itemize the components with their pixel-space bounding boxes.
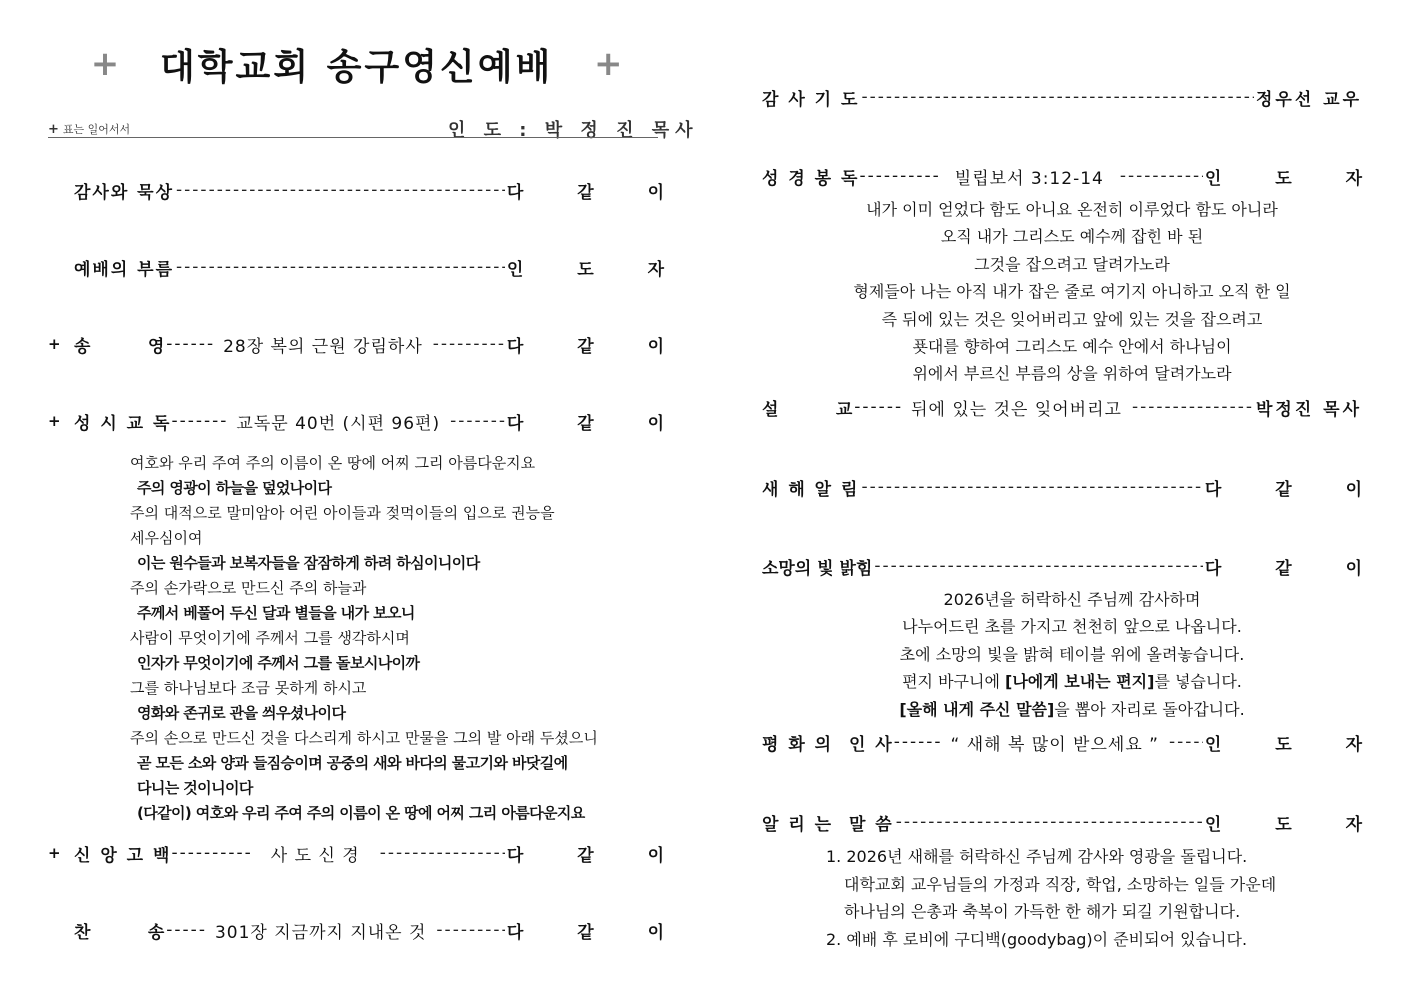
candle-instructions [772,586,1372,723]
order-item-peace [762,729,1386,755]
candle-line [772,696,1372,723]
reading-line: 여호와 우리 주여 주의 이름이 온 땅에 어찌 그리 아름다운지요 [130,454,536,472]
order-performer: 다 같 이 [506,845,688,866]
page-title: 대학교회 송구영신예배 [160,46,554,88]
order-label: 성 경 봉 독 [762,168,860,189]
order-item-candle-lighting [762,553,1386,579]
leader-dashes [861,87,1254,107]
order-label: 감사와 묵상 [74,182,175,203]
candle-highlight: [올해 내게 주신 말씀] [899,699,1055,719]
leader-dashes [450,411,505,431]
scripture-line: 오직 내가 그리스도 예수께 잡힌 바 된 [940,227,1204,247]
candle-line: 나누어드린 초를 가지고 천천히 앞으로 나옵니다. [902,617,1242,637]
order-item-scripture [762,163,1386,189]
candle-text: 를 넣습니다. [1154,672,1242,692]
leader-dashes: ----- [166,920,207,940]
reading-line: 주의 대적으로 말미암아 어린 아이들과 젖먹이들의 입으로 권능을 [130,504,555,522]
leader-dashes [380,843,505,863]
order-performer: 다 같 이 [506,336,688,357]
order-item-prayer [762,84,1362,110]
leader-dashes: ------ [854,397,904,417]
leader-dashes [176,257,505,277]
leader-dashes [433,334,505,354]
leader-dashes: ------ [893,732,943,752]
candle-line [772,668,1372,695]
order-performer: 다 같 이 [506,413,688,434]
cross-icon: + [48,844,61,862]
order-performer: 다 같 이 [506,182,688,203]
scripture-line: 위에서 부르신 부름의 상을 위하여 달려가노라 [912,364,1232,384]
notices-text [826,843,1276,953]
order-detail: 28장 복의 근원 강림하사 [223,336,423,357]
order-performer: 다 같 이 [506,922,688,943]
order-item-new-year-news [762,474,1386,500]
order-performer: 정우선 교우 [1255,89,1362,110]
order-performer: 인 도 자 [506,259,688,280]
scripture-text [772,196,1372,388]
order-label: 성 시 교 독 [74,413,172,434]
reading-line-response: 곧 모든 소와 양과 들짐승이며 공중의 새와 바다의 물고기와 바닷길에 [137,754,568,772]
order-item-doxology [48,331,688,357]
stand-note-text: 표는 일어서서 [62,123,131,136]
order-detail: 사 도 신 경 [270,845,360,866]
order-label: 소망의 빛 밝힘 [762,558,873,579]
notice-line: 2. 예배 후 로비에 구디백(goodybag)이 준비되어 있습니다. [826,929,1248,949]
order-label: 설 교 [762,399,855,420]
order-item-responsive-reading [48,408,688,434]
order-item-call [74,254,688,280]
cross-icon: + [48,412,61,430]
order-label: 신 앙 고 백 [74,845,172,866]
cross-icon: + [48,335,61,353]
order-performer: 인 도 자 [1204,168,1386,189]
leader-dashes [436,920,504,940]
leader-dashes [176,180,505,200]
candle-text: 을 뽑아 자리로 돌아갑니다. [1054,699,1245,719]
title-row [88,36,648,92]
leader-dashes: ------ [166,334,216,354]
leader-dashes: ---------- [171,843,253,863]
notice-line: 1. 2026년 새해를 허락하신 주님께 감사와 영광을 돌립니다. [826,847,1248,866]
reading-line-response: (다같이) 여호와 우리 주여 주의 이름이 온 땅에 어찌 그리 아름다운지요 [137,804,585,822]
order-performer: 인 도 자 [1204,814,1386,835]
reading-line-response: 주께서 베풀어 두신 달과 별들을 내가 보오니 [137,604,415,622]
reading-line: 주의 손으로 만드신 것을 다스리게 하시고 만물을 그의 발 아래 두셨으니 [130,729,598,747]
leader-dashes [861,477,1202,497]
reading-line: 사람이 무엇이기에 주께서 그를 생각하시며 [130,629,410,647]
order-detail: “ 새해 복 많이 받으세요 ” [950,734,1159,755]
order-item-meditation [74,177,688,203]
scripture-line: 내가 이미 얻었다 함도 아니요 온전히 이루었다 함도 아니라 [866,200,1278,219]
reading-line-response: 영화와 존귀로 관을 씌우셨나이다 [137,704,346,722]
reading-line: 세우심이여 [130,529,203,547]
candle-highlight: [나에게 보내는 편지] [1005,672,1155,692]
order-label: 알 리 는 말 씀 [762,814,894,835]
order-detail: 301장 지금까지 지내온 것 [214,922,427,943]
leader-dashes [1169,732,1203,752]
notice-line: 대학교회 교우님들의 가정과 직장, 학업, 소망하는 일들 가운데 [844,874,1277,894]
scripture-line: 형제들아 나는 아직 내가 잡은 줄로 여기지 아니하고 오직 한 일 [853,282,1291,302]
leader-dashes [1132,397,1254,417]
leader-dashes [874,556,1203,576]
order-detail: 뒤에 있는 것은 잊어버리고 [911,399,1122,420]
order-item-hymn [74,917,688,943]
order-performer: 인 도 자 [1204,734,1386,755]
candle-line: 초에 소망의 빛을 밝혀 테이블 위에 올려놓습니다. [899,644,1245,664]
order-label: 예배의 부름 [74,259,175,280]
order-label: 찬 송 [74,922,167,943]
order-performer: 다 같 이 [1204,479,1386,500]
cross-icon: + [48,122,59,137]
cross-icon: + [90,44,120,84]
order-item-creed [48,840,688,866]
leader-dashes [1120,166,1203,186]
candle-line: 2026년을 허락하신 주님께 감사하며 [943,590,1201,609]
responsive-reading-text [130,451,650,826]
reading-line-response: 이는 원수들과 보복자들을 잠잠하게 하려 하심이니이다 [137,554,480,572]
header-divider [48,137,658,138]
scripture-line: 즉 뒤에 있는 것은 잊어버리고 앞에 있는 것을 잡으려고 [881,309,1263,329]
leader-dashes [896,812,1203,832]
order-detail: 교독문 40번 (시편 96편) [236,413,441,434]
leader-line: 인 도 : 박 정 진 목사 [448,120,699,141]
stand-note [48,121,130,137]
leader-dashes: ------- [171,411,229,431]
notice-line: 하나님의 은총과 축복이 가득한 한 해가 되길 기원합니다. [844,902,1241,922]
leader-dashes: ---------- [859,166,941,186]
scripture-line: 그것을 잡으려고 달려가노라 [974,254,1170,274]
scripture-line: 푯대를 향하여 그리스도 예수 안에서 하나님이 [912,337,1232,357]
order-item-notices [762,809,1386,835]
reading-line: 그를 하나님보다 조금 못하게 하시고 [130,679,367,697]
order-label: 새 해 알 림 [762,479,860,500]
cross-icon: + [594,44,623,84]
order-performer: 다 같 이 [1204,558,1386,579]
order-label: 평 화 의 인 사 [762,734,894,755]
order-item-sermon [762,394,1362,420]
order-label: 감 사 기 도 [762,89,860,110]
reading-line-response: 주의 영광이 하늘을 덮었나이다 [137,479,332,497]
order-detail: 빌립보서 3:12-14 [954,168,1104,189]
reading-line-response: 인자가 무엇이기에 주께서 그를 돌보시나이까 [137,654,420,672]
order-performer: 박정진 목사 [1255,399,1362,420]
reading-line: 주의 손가락으로 만드신 주의 하늘과 [130,579,367,597]
order-label: 송 영 [74,336,167,357]
candle-text: 편지 바구니에 [902,672,1006,692]
reading-line-response: 다니는 것이니이다 [137,779,253,797]
